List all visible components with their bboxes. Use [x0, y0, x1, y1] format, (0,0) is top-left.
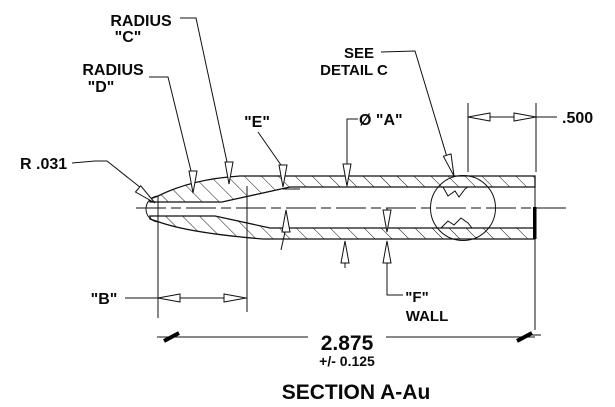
detail-bump-bottom	[441, 218, 472, 228]
leader-tip-radius	[72, 161, 155, 203]
radius-d-label: RADIUS	[82, 62, 144, 79]
dimension-diameter-a	[341, 119, 358, 268]
arrowhead	[468, 113, 490, 121]
arrowhead	[383, 241, 391, 263]
radius-d-letter: "D"	[87, 79, 115, 96]
tip-length-b-label: "B"	[90, 291, 118, 308]
tube-top-wall	[150, 176, 535, 202]
end-length-value: .500	[562, 110, 594, 127]
leader-radius-d	[149, 77, 197, 193]
arrowhead	[443, 154, 454, 176]
overall-length-value: 2.875	[320, 332, 374, 355]
arrowhead	[224, 294, 246, 302]
see-detail-line1: SEE	[343, 45, 375, 62]
dimension-wall-f	[383, 208, 403, 295]
bore-e-label: "E"	[244, 114, 270, 131]
see-detail-line2: DETAIL C	[320, 62, 388, 79]
detail-bump-top	[443, 187, 468, 197]
dimension-end-length	[468, 103, 557, 172]
arrowhead	[514, 113, 536, 121]
radius-c-label: RADIUS	[110, 13, 172, 30]
tube-section	[136, 176, 568, 241]
diameter-a-label: Ø "A"	[359, 112, 403, 129]
dimension-tip-length-b	[125, 186, 247, 318]
arrowhead	[341, 241, 349, 263]
tube-bottom-wall	[150, 216, 535, 239]
arrowhead	[158, 294, 180, 302]
section-title: SECTION A-Au	[281, 381, 431, 404]
radius-c-letter: "C"	[114, 29, 142, 46]
wall-f-letter: "F"	[405, 289, 429, 306]
tube-end-heavy-mark	[533, 207, 537, 239]
arrowhead	[136, 186, 156, 203]
wall-f-word: WALL	[405, 308, 449, 325]
dimension-overall-length	[157, 239, 541, 341]
arrowhead	[282, 210, 290, 232]
overall-tolerance-value: +/- 0.125	[319, 353, 375, 369]
tip-radius-label: R .031	[20, 156, 68, 173]
